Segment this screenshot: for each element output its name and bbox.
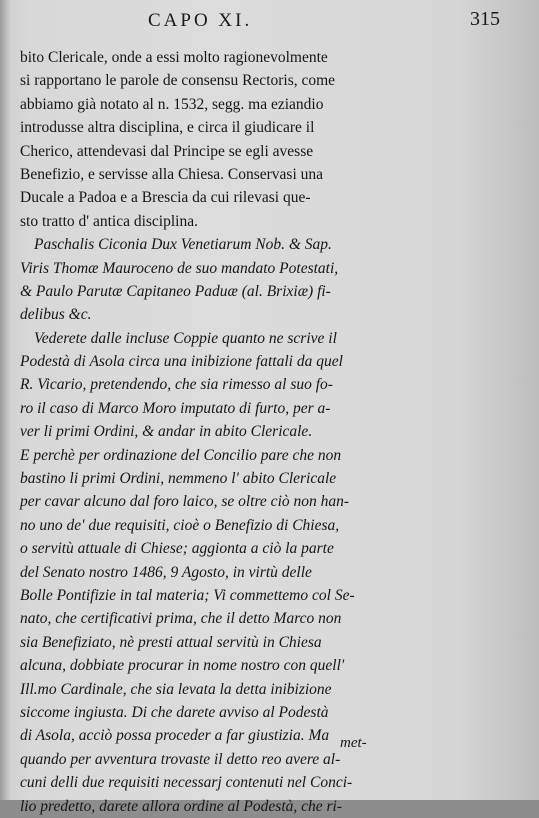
running-head: [0, 8, 539, 34]
ducale-text-line: per cavar alcuno dal foro laico, se oltre ciò non han-: [20, 493, 350, 511]
ducale-text-line: ver li primi Ordini, & andar in abito Clericale.: [20, 423, 313, 441]
ducale-text-line: del Senato nostro 1486, 9 Agosto, in virtù delle: [20, 563, 312, 581]
text-line: Benefizio, e servisse alla Chiesa. Conservasi una: [20, 165, 324, 183]
text-line: sto tratto d' antica disciplina.: [20, 212, 198, 230]
chapter-heading: CAPO XI.: [148, 10, 253, 31]
ducale-text-line: siccome ingiusta. Di che darete avviso al Podestà: [20, 703, 329, 721]
text-line: bito Clericale, onde a essi molto ragionevolmente: [20, 49, 328, 66]
latin-address-line: delibus &c.: [20, 306, 92, 324]
ducale-text-line: Bolle Pontifizie in tal materia; Vi commettemo col Se-: [20, 586, 355, 604]
ducale-text-line: E perchè per ordinazione del Concilio pare che non: [20, 446, 342, 464]
ducale-text-line: Vederete dalle incluse Coppie quanto ne scrive il: [34, 329, 337, 347]
ducale-text-line: bastino li primi Ordini, nemmeno l' abito Clericale: [20, 470, 337, 488]
text-line: si rapportano le parole de consensu Rectoris, come: [20, 72, 336, 90]
latin-address-line: Viris Thomæ Mauroceno de suo mandato Potestati,: [20, 259, 339, 277]
ducale-text-line: di Asola, acciò possa proceder a far giustizia. Ma: [20, 727, 330, 745]
text-line: Cherico, attendevasi dal Principe se egli avesse: [20, 142, 314, 160]
ducale-text-line: nato, che certificativi prima, che il detto Marco non: [20, 610, 342, 628]
ducale-text-line: Ill.mo Cardinale, che sia levata la detta inibizione: [20, 680, 332, 698]
latin-address-line: Paschalis Ciconia Dux Venetiarum Nob. & Sap.: [34, 236, 332, 254]
latin-address-line: & Paulo Parutæ Capitaneo Paduæ (al. Brixiæ) fi-: [20, 282, 331, 300]
ducale-text-line: cuni delli due requisiti necessarj contenuti nel Conci-: [20, 774, 353, 792]
ducale-text-line: lio predetto, darete allora ordine al Podestà, che ri-: [20, 797, 343, 815]
ducale-text-line: quando per avventura trovaste il detto reo avere al-: [20, 750, 341, 768]
ducale-text-line: sia Benefiziato, nè presti attual servitù in Chiesa: [20, 633, 322, 651]
text-line: Ducale a Padoa e a Brescia da cui rilevasi que-: [20, 189, 311, 207]
text-line: abbiamo già notato al n. 1532, segg. ma eziandio: [20, 95, 324, 113]
text-line: introdusse altra disciplina, e circa il giudicare il: [20, 119, 315, 137]
ducale-text-line: Podestà di Asola circa una inibizione fattali da quel: [20, 353, 343, 371]
catchword: met-: [340, 735, 367, 751]
ducale-text-line: ro il caso di Marco Moro imputato di furto, per a-: [20, 399, 331, 417]
page-gutter-shadow: [0, 0, 10, 800]
ducale-text-line: no uno de' due requisiti, cioè o Benefizio di Chiesa,: [20, 516, 340, 534]
ducale-text-line: o servitù attuale di Chiese; aggionta a ciò la parte: [20, 540, 334, 558]
body-text: [20, 46, 528, 818]
ducale-text-line: R. Vicario, pretendendo, che sia rimesso al suo fo-: [20, 376, 333, 394]
page-number: 315: [470, 8, 500, 30]
ducale-text-line: alcuna, dobbiate procurar in nome nostro con quell': [20, 657, 345, 675]
